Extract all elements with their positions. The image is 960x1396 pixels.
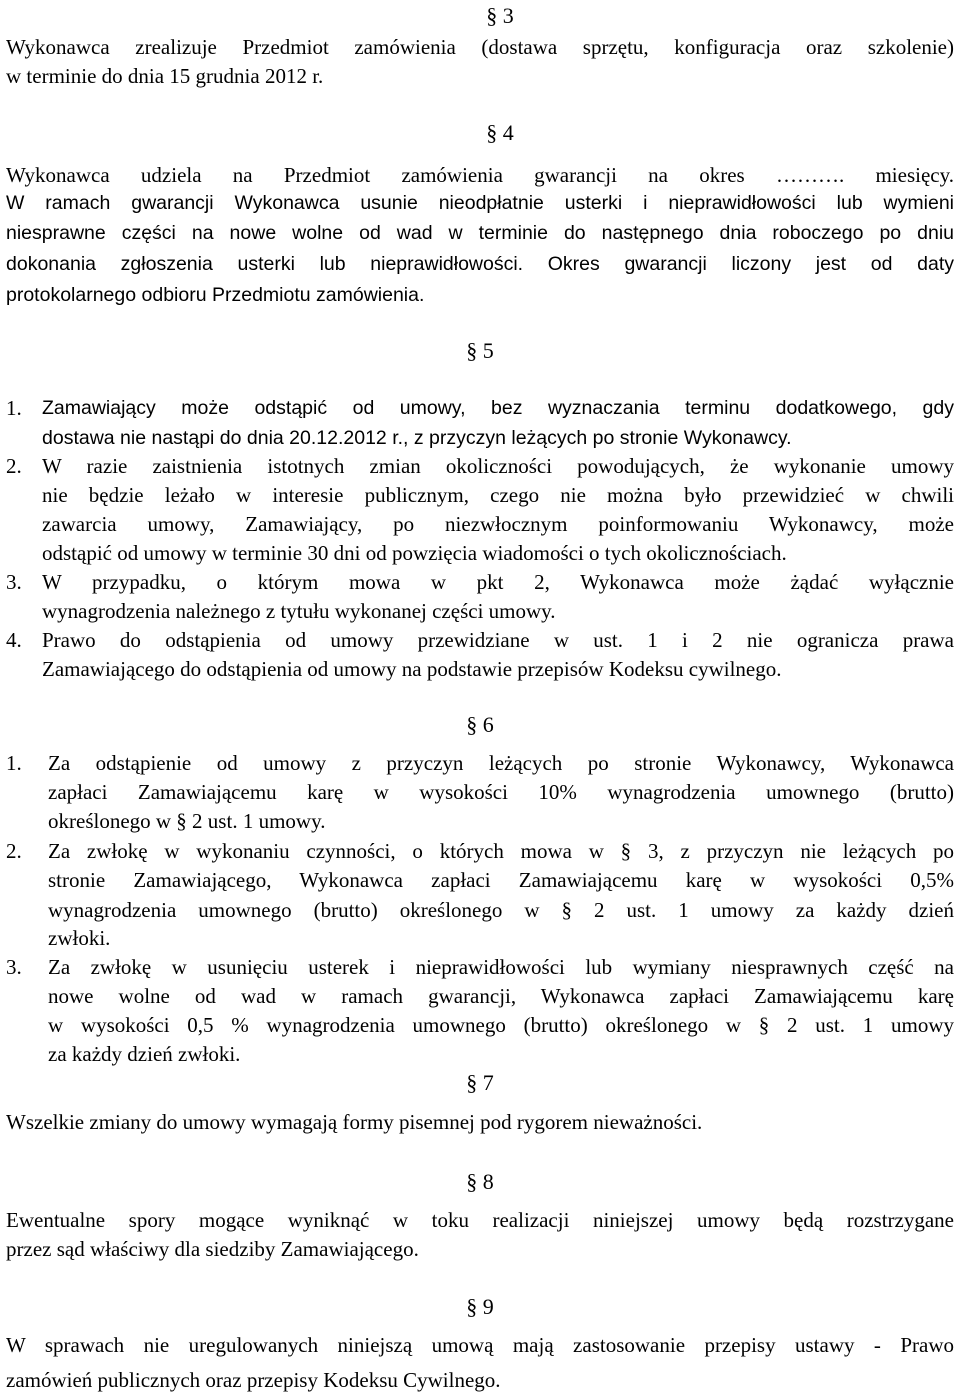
section-5-item-4-line-1: Prawo do odstąpienia od umowy przewidziane w ust. 1 i 2 nie ogranicza prawa [42, 628, 954, 652]
section-4-line-1: Wykonawca udziela na Przedmiot zamówienia gwarancji na okres ………. miesięcy. [6, 163, 954, 187]
section-5-item-1-line-2: dostawa nie nastąpi do dnia 20.12.2012 r., z przyczyn leżących po stronie Wykonawcy. [42, 427, 792, 449]
section-5-item-2-line-3: zawarcia umowy, Zamawiający, po niezwłocznym poinformowaniu Wykonawcy, może [42, 512, 954, 536]
section-4-line-2: W ramach gwarancji Wykonawca usunie nieodpłatnie usterki i nieprawidłowości lub wymieni [6, 192, 954, 214]
section-6-item-2-number: 2. [6, 839, 22, 863]
section-6-item-2-line-1: Za zwłokę w wykonaniu czynności, o których mowa w § 3, z przyczyn nie leżących po [48, 839, 954, 863]
section-5-item-1-number: 1. [6, 396, 22, 420]
section-6-item-1-line-3: określonego w § 2 ust. 1 umowy. [48, 809, 326, 833]
section-4-line-4: dokonania zgłoszenia usterki lub nieprawidłowości. Okres gwarancji liczony jest od daty [6, 253, 954, 275]
section-7-line-1: Wszelkie zmiany do umowy wymagają formy pisemnej pod rygorem nieważności. [6, 1110, 703, 1134]
section-9-line-1: W sprawach nie uregulowanych niniejszą umową mają zastosowanie przepisy ustawy - Prawo [6, 1333, 954, 1357]
section-6-item-3-line-2: nowe wolne od wad w ramach gwarancji, Wykonawca zapłaci Zamawiającemu karę [48, 984, 954, 1008]
section-9-heading: § 9 [466, 1294, 494, 1319]
section-6-item-1-line-2: zapłaci Zamawiającemu karę w wysokości 10% wynagrodzenia umownego (brutto) [48, 780, 954, 804]
section-4-heading: § 4 [486, 120, 514, 145]
section-4-line-3: niesprawne części na nowe wolne od wad w terminie do następnego dnia roboczego po dniu [6, 222, 954, 244]
section-5-item-3-number: 3. [6, 570, 22, 594]
section-7-heading: § 7 [466, 1070, 494, 1095]
section-5-item-4-line-2: Zamawiającego do odstąpienia od umowy na podstawie przepisów Kodeksu cywilnego. [42, 657, 782, 681]
section-5-item-3-line-2: wynagrodzenia należnego z tytułu wykonanej części umowy. [42, 599, 556, 623]
section-5-heading: § 5 [466, 338, 494, 363]
section-6-item-3-line-3: w wysokości 0,5 % wynagrodzenia umownego (brutto) określonego w § 2 ust. 1 umowy [48, 1013, 954, 1037]
section-5-item-4-number: 4. [6, 628, 22, 652]
section-3-line-1: Wykonawca zrealizuje Przedmiot zamówienia (dostawa sprzętu, konfiguracja oraz szkolenie) [6, 35, 954, 59]
section-6-item-2-line-3: wynagrodzenia umownego (brutto) określonego w § 2 ust. 1 umowy za każdy dzień [48, 898, 954, 922]
section-5-item-2-line-1: W razie zaistnienia istotnych zmian okoliczności powodujących, że wykonanie umowy [42, 454, 954, 478]
section-6-item-3-line-1: Za zwłokę w usunięciu usterek i nieprawidłowości lub wymiany niesprawnych część na [48, 955, 954, 979]
section-5-item-3-line-1: W przypadku, o którym mowa w pkt 2, Wykonawca może żądać wyłącznie [42, 570, 954, 594]
section-6-item-3-line-4: za każdy dzień zwłoki. [48, 1042, 241, 1066]
section-6-item-2-line-4: zwłoki. [48, 926, 111, 950]
section-8-line-1: Ewentualne spory mogące wyniknąć w toku realizacji niniejszej umowy będą rozstrzygane [6, 1208, 954, 1232]
section-6-item-2-line-2: stronie Zamawiającego, Wykonawca zapłaci Zamawiającemu karę w wysokości 0,5% [48, 868, 954, 892]
section-5-item-2-line-4: odstąpić od umowy w terminie 30 dni od powzięcia wiadomości o tych okolicznościach. [42, 541, 787, 565]
section-5-item-2-number: 2. [6, 454, 22, 478]
section-6-heading: § 6 [466, 712, 494, 737]
section-9-line-2: zamówień publicznych oraz przepisy Kodeksu Cywilnego. [6, 1368, 501, 1392]
section-6-item-1-number: 1. [6, 751, 22, 775]
section-3-line-2: w terminie do dnia 15 grudnia 2012 r. [6, 64, 324, 88]
section-5-item-1-line-1: Zamawiający może odstąpić od umowy, bez wyznaczania terminu dodatkowego, gdy [42, 397, 954, 419]
section-6-item-1-line-1: Za odstąpienie od umowy z przyczyn leżących po stronie Wykonawcy, Wykonawca [48, 751, 954, 775]
section-8-heading: § 8 [466, 1169, 494, 1194]
section-4-line-5: protokolarnego odbioru Przedmiotu zamówienia. [6, 284, 425, 306]
section-3-heading: § 3 [486, 3, 514, 28]
section-5-item-2-line-2: nie będzie leżało w interesie publicznym, czego nie można było przewidzieć w chwili [42, 483, 954, 507]
section-8-line-2: przez sąd właściwy dla siedziby Zamawiającego. [6, 1237, 419, 1261]
section-6-item-3-number: 3. [6, 955, 22, 979]
